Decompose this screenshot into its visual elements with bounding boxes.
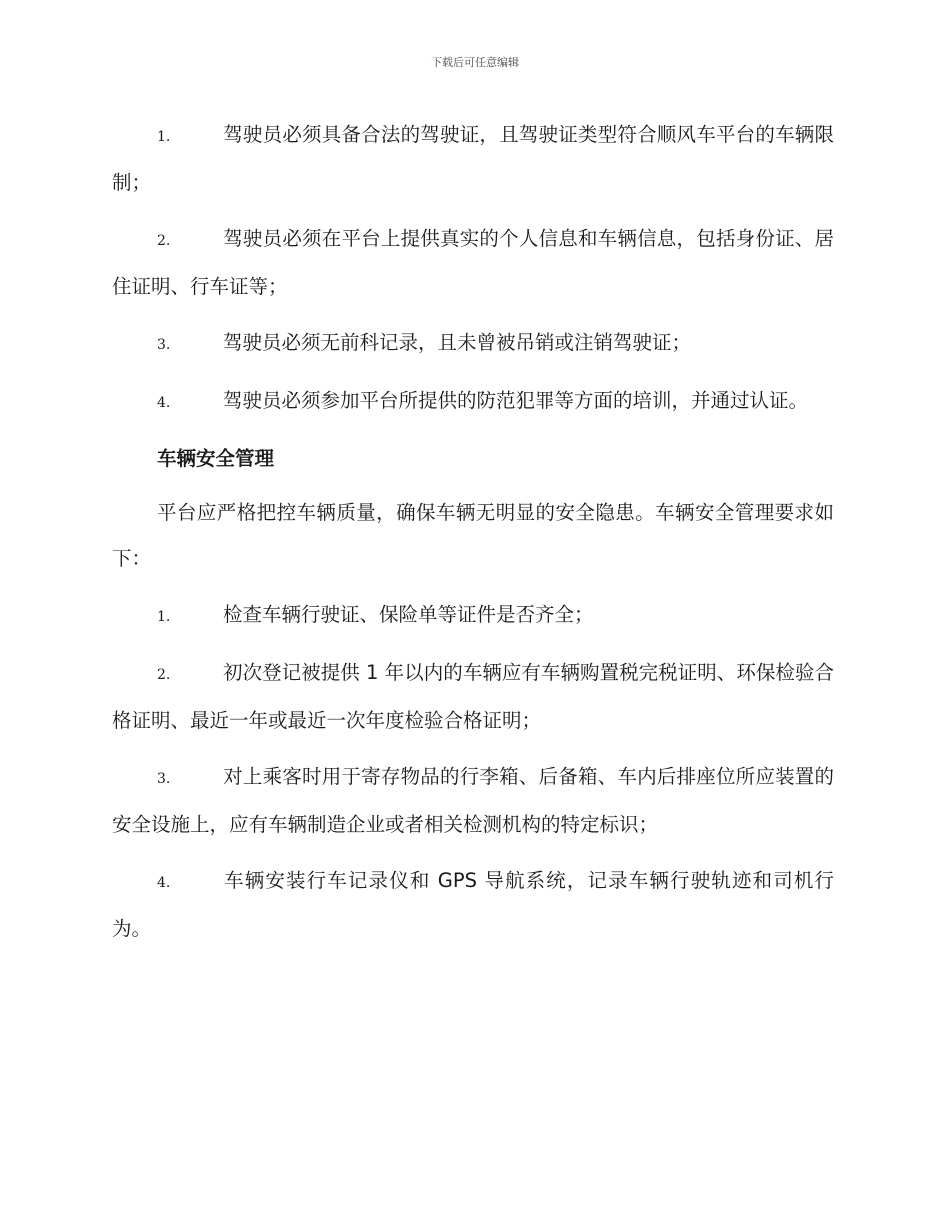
list-number: 2. [157, 667, 171, 683]
document-body [112, 112, 834, 962]
list-text: 对上乘客时用于寄存物品的行李箱、后备箱、车内后排座位所应装置的安全设施上，应有车辆制造企业或者相关检测机构的特定标识； [112, 765, 834, 836]
list-text: 检查车辆行驶证、保险单等证件是否齐全； [223, 603, 594, 626]
list-item [112, 216, 834, 310]
vehicle-requirements-list [112, 592, 834, 952]
list-text: 车辆安装行车记录仪和 GPS 导航系统，记录车辆行驶轨迹和司机行为。 [112, 869, 834, 940]
list-item [112, 858, 834, 952]
section-intro: 平台应严格把控车辆质量，确保车辆无明显的安全隐患。车辆安全管理要求如下： [112, 501, 834, 570]
list-text: 驾驶员必须在平台上提供真实的个人信息和车辆信息，包括身份证、居住证明、行车证等； [112, 227, 834, 298]
list-item [112, 378, 834, 426]
list-text: 驾驶员必须参加平台所提供的防范犯罪等方面的培训，并通过认证。 [223, 389, 809, 412]
list-item [112, 650, 834, 744]
section-heading: 车辆安全管理 [157, 447, 275, 470]
list-item [112, 754, 834, 848]
list-number: 3. [157, 771, 171, 787]
list-text: 驾驶员必须具备合法的驾驶证，且驾驶证类型符合顺风车平台的车辆限制； [112, 123, 834, 194]
list-item [112, 112, 834, 206]
list-number: 4. [157, 875, 171, 891]
page-header: 下载后可任意编辑 [431, 56, 519, 69]
list-number: 2. [157, 233, 171, 249]
list-number: 3. [157, 337, 171, 353]
list-text: 驾驶员必须无前科记录，且未曾被吊销或注销驾驶证； [223, 331, 692, 354]
list-number: 4. [157, 395, 171, 411]
list-item [112, 320, 834, 368]
driver-requirements-list [112, 112, 834, 426]
list-text: 初次登记被提供 1 年以内的车辆应有车辆购置税完税证明、环保检验合格证明、最近一年或最近一次年度检验合格证明； [112, 661, 834, 732]
list-number: 1. [157, 609, 171, 625]
list-number: 1. [157, 129, 171, 145]
list-item [112, 592, 834, 640]
